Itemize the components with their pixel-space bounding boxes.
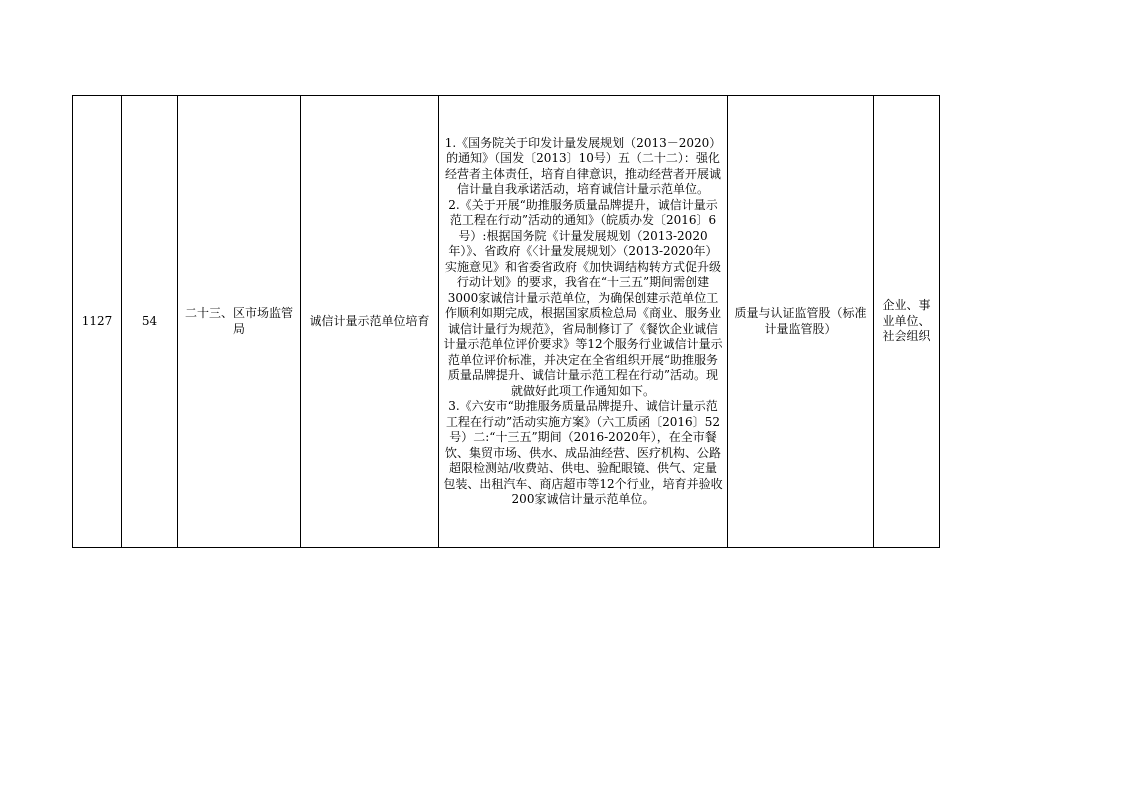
basis-cell	[439, 96, 728, 548]
basis-paragraph-3: 3.《六安市“助推服务质量品牌提升、诚信计量示范工程在行动”活动实施方案》（六工质函〔2016〕52号）二:“十三五”期间（2016-2020年），在全市餐饮、集贸市场、供水、成品油经营、医疗机构、公路超限检测站/收费站、供电、验配眼镜、供气、定量包装、出租汽车、商店超市等12个行业，培育并验收200家诚信计量示范单位。	[443, 399, 723, 506]
department-cell: 二十三、区市场监管局	[178, 96, 301, 548]
basis-paragraph-2: 2.《关于开展“助推服务质量品牌提升，诚信计量示范工程在行动”活动的通知》（皖质办发〔2016〕6号）:根据国务院《计量发展规划（2013-2020年）》、省政府《〈计量发展规划〉（2013-2020年）实施意见》和省委省政府《加快调结构转方式促升级行动计划》的要求，我省在“十三五”期间需创建3000家诚信计量示范单位，为确保创建示范单位工作顺利如期完成，根据国家质检总局《商业、服务业诚信计量行为规范》，省局制修订了《餐饮企业诚信计量示范单位评价要求》等12个服务行业诚信计量示范单位评价标准，并决定在全省组织开展“助推服务质量品牌提升、诚信计量示范工程在行动”活动。现就做好此项工作通知如下。	[443, 197, 723, 398]
serial-number-cell: 1127	[73, 96, 122, 548]
table-row	[73, 96, 940, 548]
item-number-cell: 54	[122, 96, 178, 548]
basis-paragraph-1: 1.《国务院关于印发计量发展规划（2013－2020）的通知》（国发〔2013〕10号）五（二十二）：强化经营者主体责任，培育自律意识，推动经营者开展诚信计量自我承诺活动，培育诚信计量示范单位。	[444, 135, 722, 196]
responsible-unit-cell: 质量与认证监管股（标准计量监管股）	[728, 96, 874, 548]
item-name-cell: 诚信计量示范单位培育	[301, 96, 439, 548]
target-cell: 企业、事业单位、社会组织	[874, 96, 940, 548]
data-table	[72, 95, 940, 548]
